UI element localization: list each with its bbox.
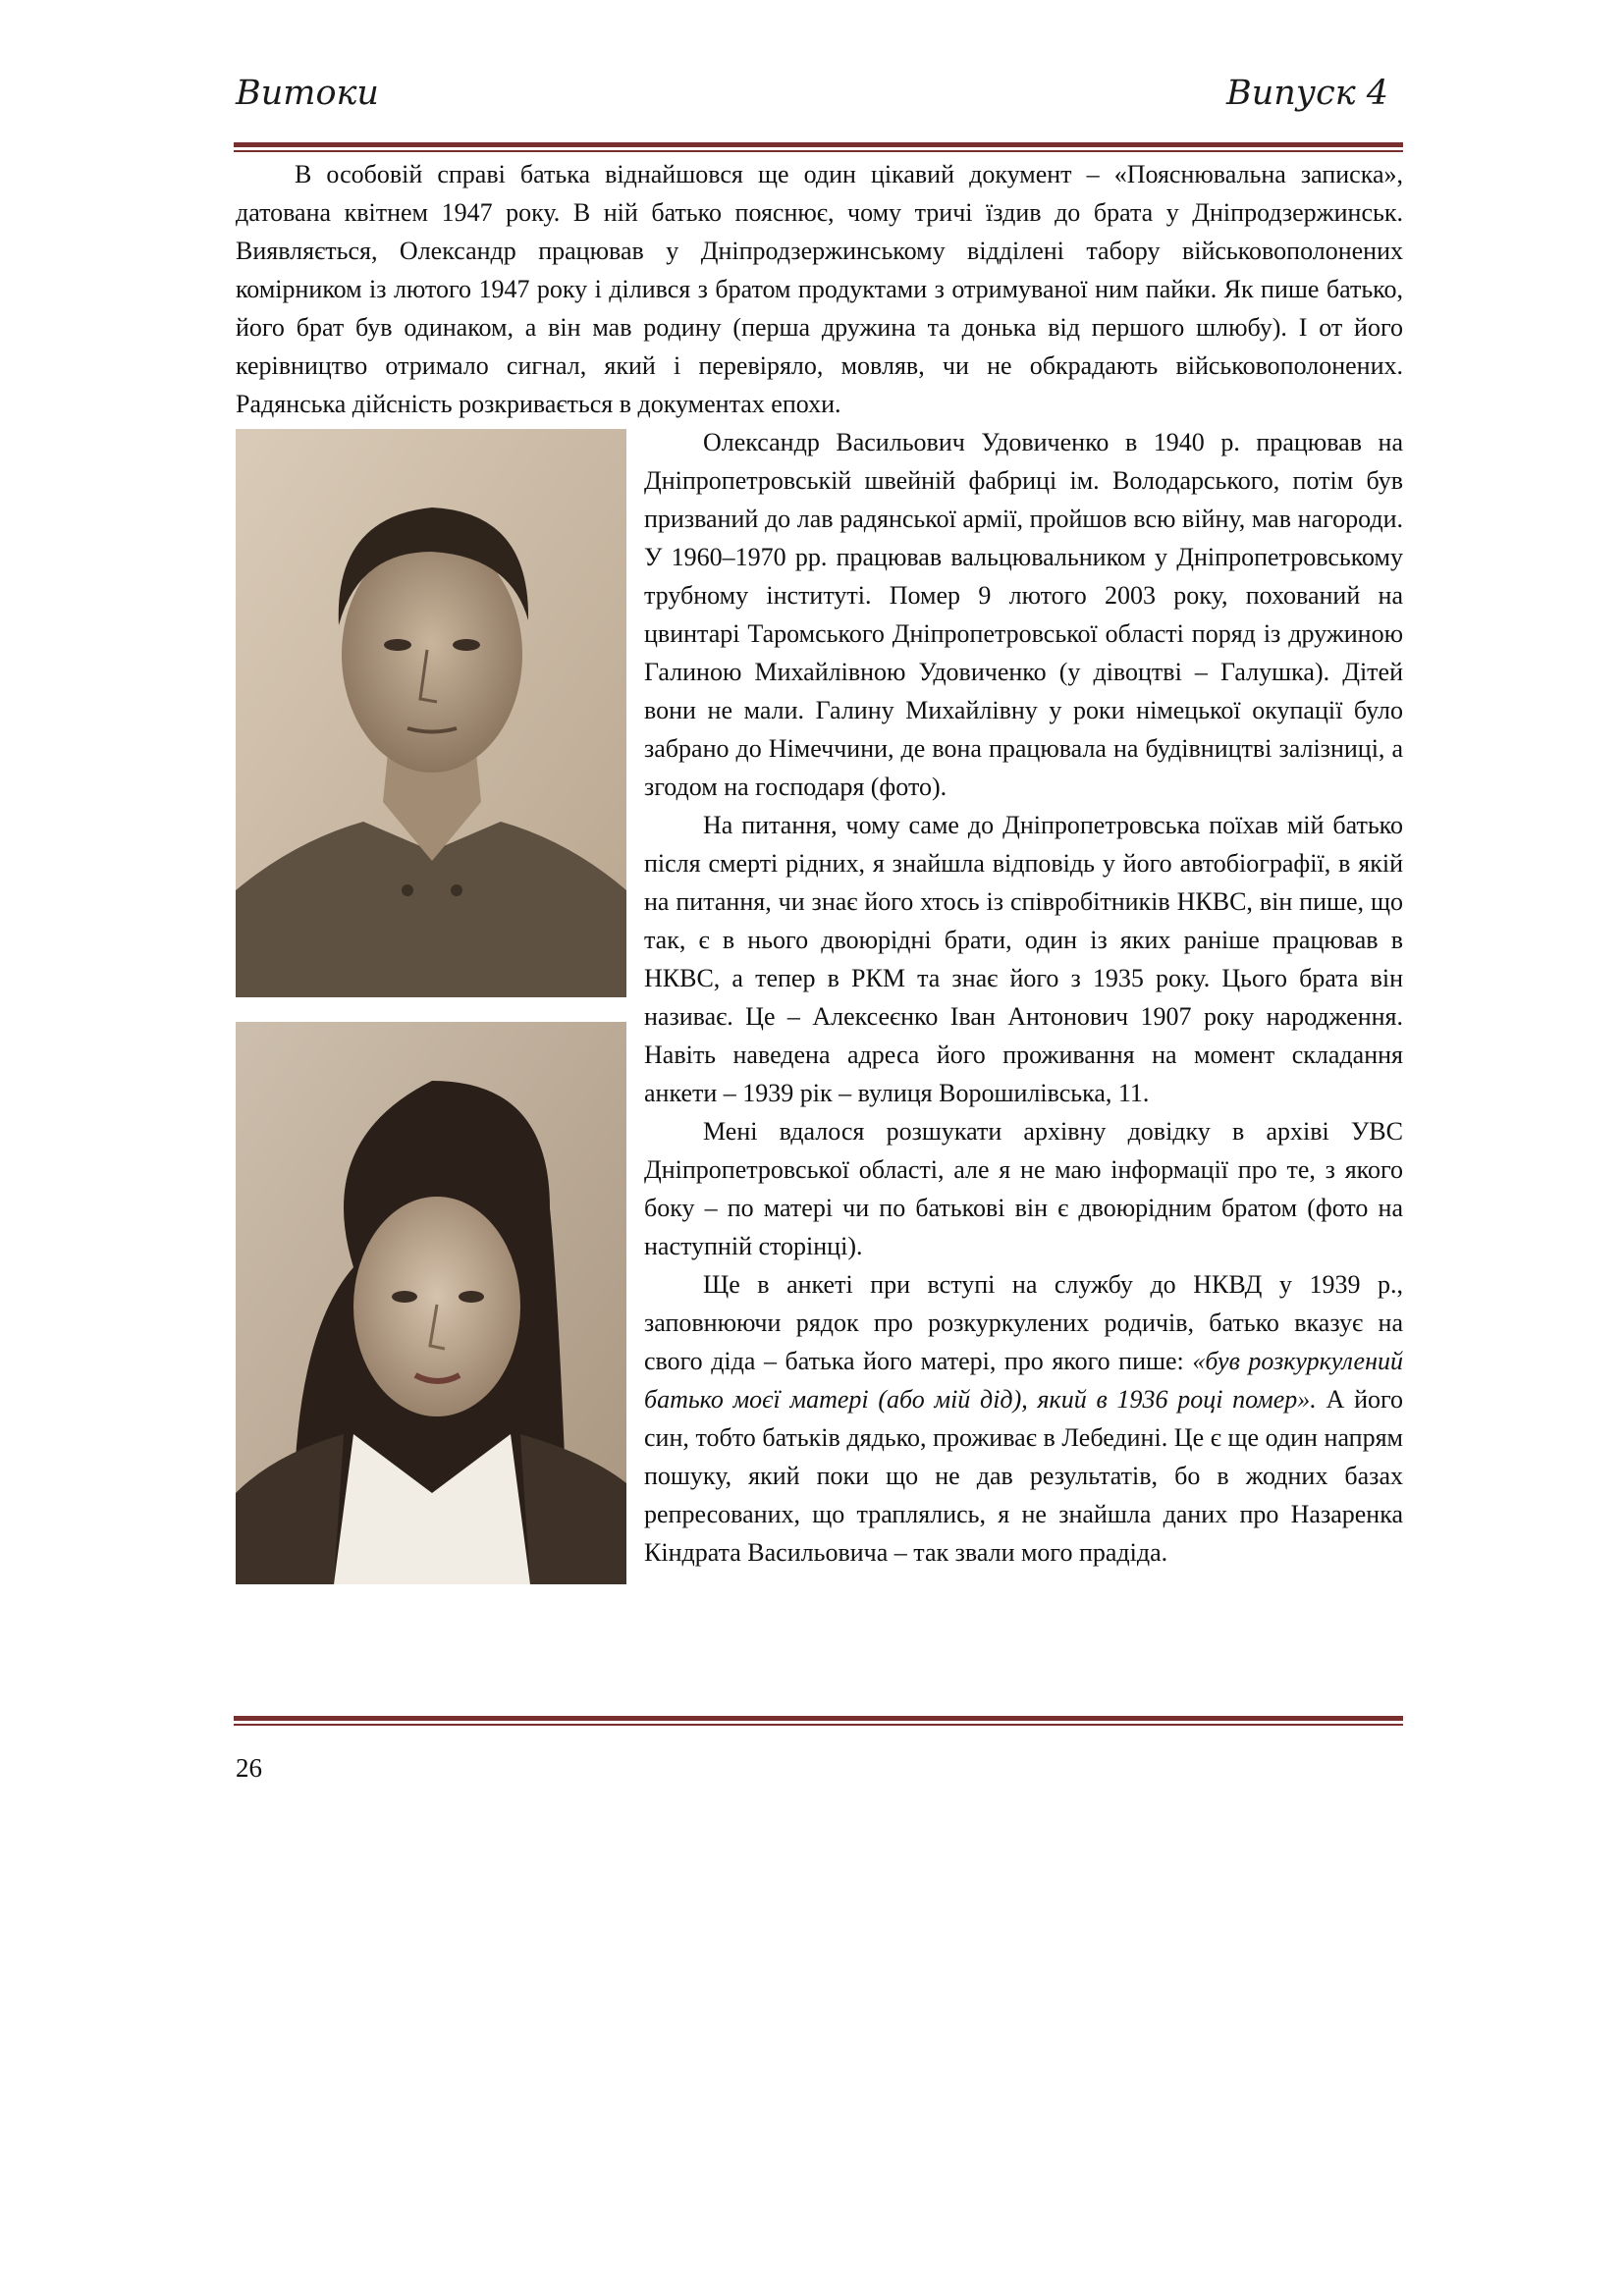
paragraph-5-quote: «був розкуркулений батько моєї матері (або мій дід), який в 1936 році помер». xyxy=(644,1347,1403,1414)
paragraph-2-text: Олександр Васильович Удовиченко в 1940 р. працював на Дніпропетровській швейній фабриці ім. Володарського, потім був призваний до лав радянської армії, пройшов всю війну, мав нагороди. У 1960–1970 рр. працював вальцювальником у Дніпропетровському трубному інституті. Помер 9 лютого 2003 року, похований на цвинтарі Таромського Дніпропетровської області поряд із дружиною Галиною Михайлівною Удовиченко (у дівоцтві – Галушка). Дітей вони не мали. Галину Михайлівну у роки німецької окупації було забрано до Німеччини, де вона працювала на будівництві залізниці, а згодом на господаря (фото). xyxy=(644,428,1403,801)
paragraph-5-end: А його син, тобто батьків дядько, проживає в Лебедині. Це є ще один напрям пошуку, який поки що не дав результатів, бо в жодних базах репресованих, що траплялись, я не знайшла даних про Назаренка Кіндрата Васильовича – так звали мого прадіда. xyxy=(644,1385,1403,1567)
article-body xyxy=(236,155,1403,1590)
paragraph-5-intro: Ще в анкеті при вступі на службу до НКВД у 1939 р., заповнюючи рядок про розкуркулених родичів, батько вказує на свого діда – батька його матері, про якого пише: xyxy=(644,1270,1403,1375)
paragraph-3-text: На питання, чому саме до Дніпропетровська поїхав мій батько після смерті рідних, я знайшла відповідь у його автобіографії, в якій на питання, чи знає його хтось із співробітників НКВС, він пише, що так, є в нього двоюрідні брати, один із яких раніше працював в НКВС, а тепер в РКМ та знає його з 1935 року. Цього брата він називає. Це – Алексеєнко Іван Антонович 1907 року народження. Навіть наведена адреса його проживання на момент складання анкети – 1939 рік – вулиця Ворошилівська, 11. xyxy=(644,811,1403,1107)
paragraph-1-text: В особовій справі батька віднайшовся ще один цікавий документ – «Пояснювальна записка», датована квітнем 1947 року. В ній батько пояснює, чому тричі їздив до брата у Дніпродзержинськ. Виявляється, Олександр працював у Дніпродзержинському відділені табору військовополонених комірником із лютого 1947 року і ділився з братом продуктами з отримуваної ним пайки. Як пише батько, його брат був одинаком, а він мав родину (перша дружина та донька від першого шлюбу). І от його керівництво отримало сигнал, який і перевіряло, мовляв, чи не обкрадають військовополонених. Радянська дійсність розкривається в документах епохи. xyxy=(236,160,1403,418)
footer-rule xyxy=(234,1716,1403,1726)
photo-man-portrait xyxy=(236,429,626,997)
photo-woman-portrait xyxy=(236,1022,626,1584)
header-rule xyxy=(234,142,1403,152)
issue-number: Випуск 4 xyxy=(1225,74,1388,113)
page-number: 26 xyxy=(236,1753,262,1783)
journal-title: Витоки xyxy=(236,74,379,113)
paragraph-1 xyxy=(236,155,1403,423)
paragraph-4-text: Мені вдалося розшукати архівну довідку в архіві УВС Дніпропетровської області, але я не маю інформації про те, з якого боку – по матері чи по батькові він є двоюрідним братом (фото на наступній сторінці). xyxy=(644,1117,1403,1260)
